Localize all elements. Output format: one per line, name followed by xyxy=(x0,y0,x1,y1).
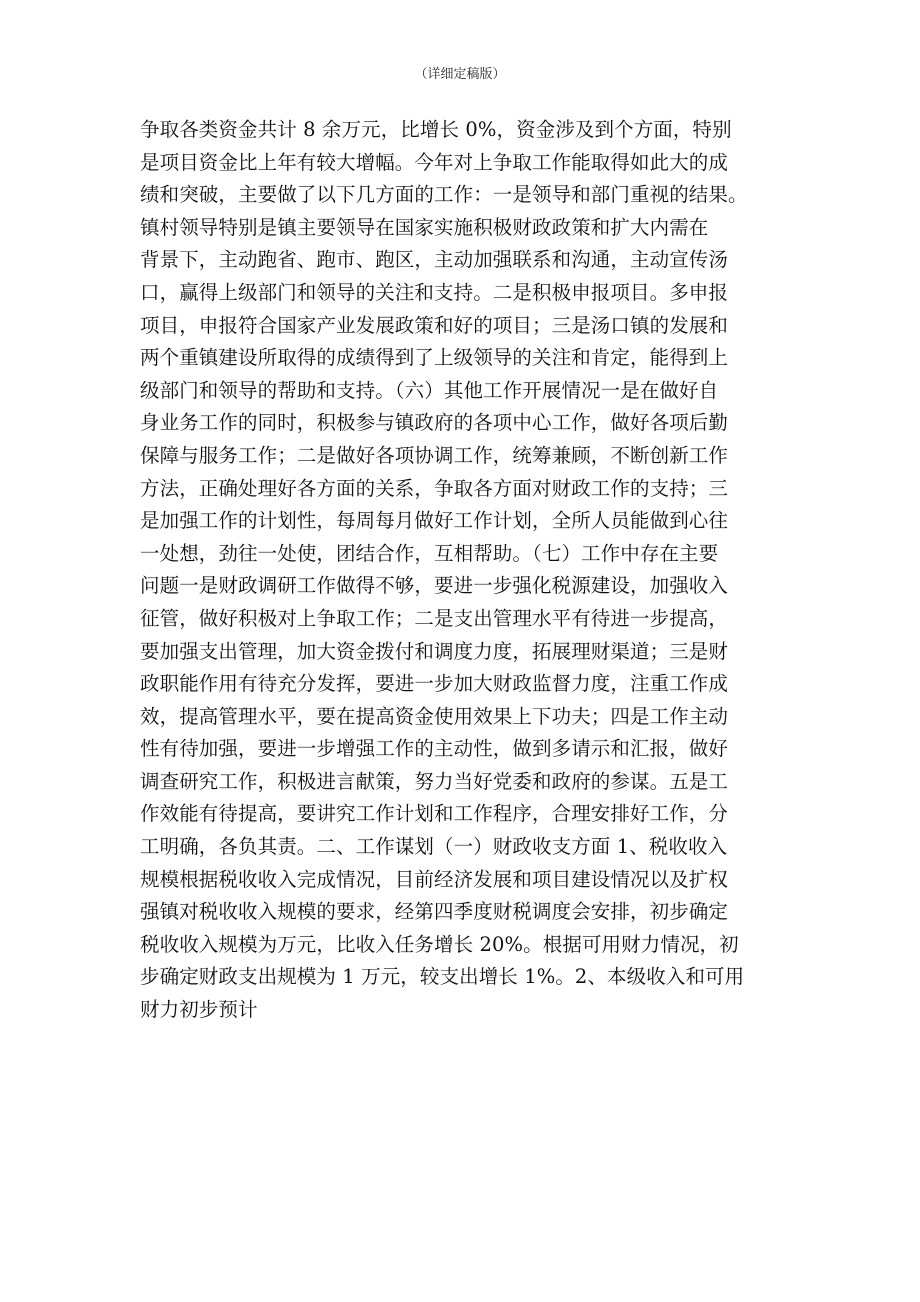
text-line: 调查研究工作，积极进言献策，努力当好党委和政府的参谋。五是工 xyxy=(140,769,729,793)
text-line: 效，提高管理水平，要在提高资金使用效果上下功夫；四是工作主动 xyxy=(140,704,729,728)
text-line: 口，赢得上级部门和领导的关注和支持。二是积极申报项目。多申报 xyxy=(140,280,729,304)
text-line: 级部门和领导的帮助和支持。（六）其他工作开展情况一是在做好自 xyxy=(140,378,719,402)
text-line: 税收收入规模为万元，比收入任务增长 20%。根据可用财力情况，初 xyxy=(140,932,739,956)
text-line: 规模根据税收收入完成情况，目前经济发展和项目建设情况以及扩权 xyxy=(140,867,729,891)
text-line: 身业务工作的同时，积极参与镇政府的各项中心工作，做好各项后勤 xyxy=(140,411,729,435)
text-line: 财力初步预计 xyxy=(140,998,258,1022)
body-text xyxy=(140,114,785,1027)
text-line: 项目，申报符合国家产业发展政策和好的项目；三是汤口镇的发展和 xyxy=(140,313,729,337)
text-line: 工明确，各负其责。二、工作谋划（一）财政收支方面 1、税收收入 xyxy=(140,835,728,859)
text-line: 要加强支出管理，加大资金拨付和调度力度，拓展理财渠道；三是财 xyxy=(140,639,729,663)
text-line: 强镇对税收收入规模的要求，经第四季度财税调度会安排，初步确定 xyxy=(140,900,729,924)
text-line: 一处想，劲往一处使，团结合作，互相帮助。（七）工作中存在主要 xyxy=(140,541,719,565)
text-line: 征管，做好积极对上争取工作；二是支出管理水平有待进一步提高， xyxy=(140,606,729,630)
text-line: 绩和突破，主要做了以下几方面的工作：一是领导和部门重视的结果。 xyxy=(140,183,748,207)
text-line: 背景下，主动跑省、跑市、跑区，主动加强联系和沟通，主动宣传汤 xyxy=(140,248,729,272)
text-line: 作效能有待提高，要讲究工作计划和工作程序，合理安排好工作，分 xyxy=(140,802,729,826)
text-line: 方法，正确处理好各方面的关系，争取各方面对财政工作的支持；三 xyxy=(140,476,729,500)
text-line: 步确定财政支出规模为 1 万元，较支出增长 1%。2、本级收入和可用 xyxy=(140,965,745,989)
text-line: 争取各类资金共计 8 余万元，比增长 0%，资金涉及到个方面，特别 xyxy=(140,118,732,141)
text-line: 两个重镇建设所取得的成绩得到了上级领导的关注和肯定，能得到上 xyxy=(140,346,729,370)
text-line: 镇村领导特别是镇主要领导在国家实施积极财政政策和扩大内需在 xyxy=(140,215,709,239)
page-header: （详细定稿版） xyxy=(414,67,506,82)
text-line: 是项目资金比上年有较大增幅。今年对上争取工作能取得如此大的成 xyxy=(140,150,729,174)
text-line: 性有待加强，要进一步增强工作的主动性，做到多请示和汇报，做好 xyxy=(140,737,729,761)
text-line: 是加强工作的计划性，每周每月做好工作计划，全所人员能做到心往 xyxy=(140,509,729,533)
text-line: 问题一是财政调研工作做得不够，要进一步强化税源建设，加强收入 xyxy=(140,574,729,598)
text-line: 保障与服务工作；二是做好各项协调工作，统筹兼顾，不断创新工作 xyxy=(140,443,729,467)
text-line: 政职能作用有待充分发挥，要进一步加大财政监督力度，注重工作成 xyxy=(140,672,729,696)
